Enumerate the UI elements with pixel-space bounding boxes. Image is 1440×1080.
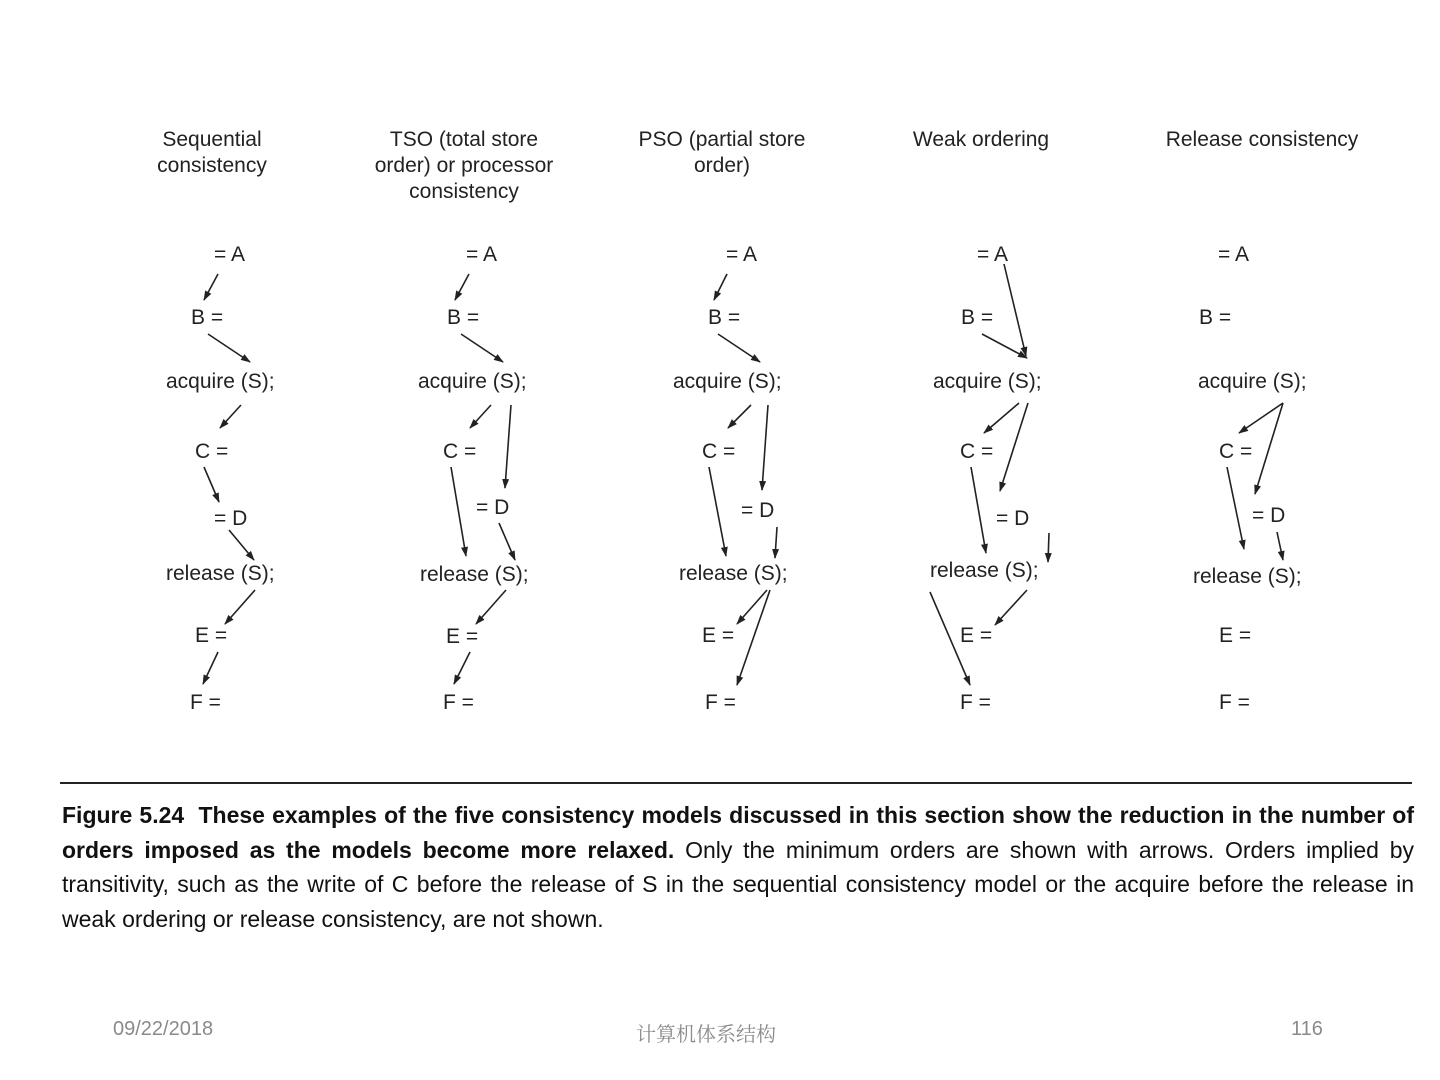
statement-read-d: = D [476, 496, 510, 519]
column-title-release-consistency: Release consistency [1165, 128, 1359, 151]
order-arrow [995, 590, 1027, 625]
statement-write-b: B = [191, 306, 224, 329]
column-title-sequential: Sequential consistency [157, 128, 267, 177]
statement-acquire: acquire (S); [1198, 370, 1307, 393]
statement-write-b: B = [708, 306, 741, 329]
statement-release: release (S); [1193, 565, 1302, 588]
order-arrow [1255, 403, 1283, 494]
footer-date: 09/22/2018 [113, 1018, 214, 1040]
statement-acquire: acquire (S); [166, 370, 275, 393]
statement-release: release (S); [166, 562, 275, 585]
statement-read-a: = A [466, 243, 497, 266]
statement-write-e: E = [195, 624, 228, 647]
order-arrow [709, 467, 726, 556]
statement-release: release (S); [679, 562, 788, 585]
figure-label: Figure 5.24 [62, 802, 185, 828]
statement-read-d: = D [214, 507, 248, 530]
statement-read-a: = A [977, 243, 1008, 266]
statement-read-a: = A [214, 243, 245, 266]
order-arrow [775, 527, 777, 558]
order-arrow [1048, 533, 1049, 562]
statement-write-f: F = [190, 691, 221, 714]
order-arrow [505, 405, 511, 488]
statement-acquire: acquire (S); [673, 370, 782, 393]
order-arrow [470, 405, 491, 428]
statement-read-a: = A [726, 243, 757, 266]
order-arrow [203, 652, 218, 684]
statement-write-b: B = [447, 306, 480, 329]
order-arrow [229, 530, 254, 560]
statement-write-c: C = [702, 440, 736, 463]
order-arrow [714, 274, 727, 300]
statement-write-c: C = [443, 440, 477, 463]
statement-acquire: acquire (S); [933, 370, 1042, 393]
order-arrow [204, 274, 218, 300]
order-arrow [762, 405, 768, 490]
statement-read-a: = A [1218, 243, 1249, 266]
statement-write-e: E = [446, 625, 479, 648]
order-arrow [455, 274, 469, 300]
order-arrow [982, 334, 1027, 358]
statement-write-b: B = [961, 306, 994, 329]
order-arrow [984, 403, 1019, 433]
footer-course-title: 计算机体系结构 [636, 1024, 776, 1046]
statement-write-b: B = [1199, 306, 1232, 329]
order-arrow [499, 523, 515, 560]
order-arrow [1277, 532, 1283, 560]
order-arrow [204, 467, 219, 502]
order-arrow [225, 590, 255, 624]
statement-release: release (S); [930, 559, 1039, 582]
statement-release: release (S); [420, 563, 529, 586]
statement-read-d: = D [996, 507, 1030, 530]
statement-read-d: = D [741, 499, 775, 522]
order-arrow [454, 652, 470, 684]
order-arrow [718, 334, 760, 362]
statement-write-f: F = [443, 691, 474, 714]
statement-acquire: acquire (S); [418, 370, 527, 393]
statement-write-e: E = [702, 624, 735, 647]
statement-write-f: F = [705, 691, 736, 714]
column-title-pso: PSO (partial store order) [638, 128, 806, 177]
statement-write-c: C = [195, 440, 229, 463]
caption-text: Only the minimum orders are shown with arrows. Orders implied by transitivity, such as the write of C before the release of S in the sequential consistency model or the acquire before the release in weak ordering or release consistency, are not shown. [62, 836, 1414, 932]
order-arrow [1004, 264, 1026, 356]
order-arrow [737, 590, 767, 624]
caption-bold-text: These examples of the five consistency models discussed in this section show the reduction in the number of orders imposed as the models become more relaxed. [62, 802, 1415, 863]
column-title-weak-ordering: Weak ordering [912, 128, 1050, 151]
order-arrow [461, 334, 503, 362]
order-arrow [451, 467, 466, 556]
statement-write-c: C = [960, 440, 994, 463]
statement-write-e: E = [1219, 624, 1252, 647]
statement-write-e: E = [960, 624, 993, 647]
order-arrow [220, 405, 241, 428]
order-arrow [208, 334, 250, 362]
order-arrow [728, 405, 751, 428]
order-arrow [971, 467, 986, 553]
caption-divider [60, 782, 1412, 784]
statement-write-c: C = [1219, 440, 1253, 463]
statement-write-f: F = [960, 691, 991, 714]
order-arrow [476, 590, 506, 624]
statement-write-f: F = [1219, 691, 1250, 714]
figure-caption [62, 798, 1414, 936]
footer-page-number: 116 [1291, 1018, 1323, 1040]
order-arrow [1227, 467, 1244, 549]
statement-read-d: = D [1252, 504, 1286, 527]
column-title-tso: TSO (total store order) or processor consistency [374, 128, 554, 203]
order-arrow [1239, 403, 1283, 433]
